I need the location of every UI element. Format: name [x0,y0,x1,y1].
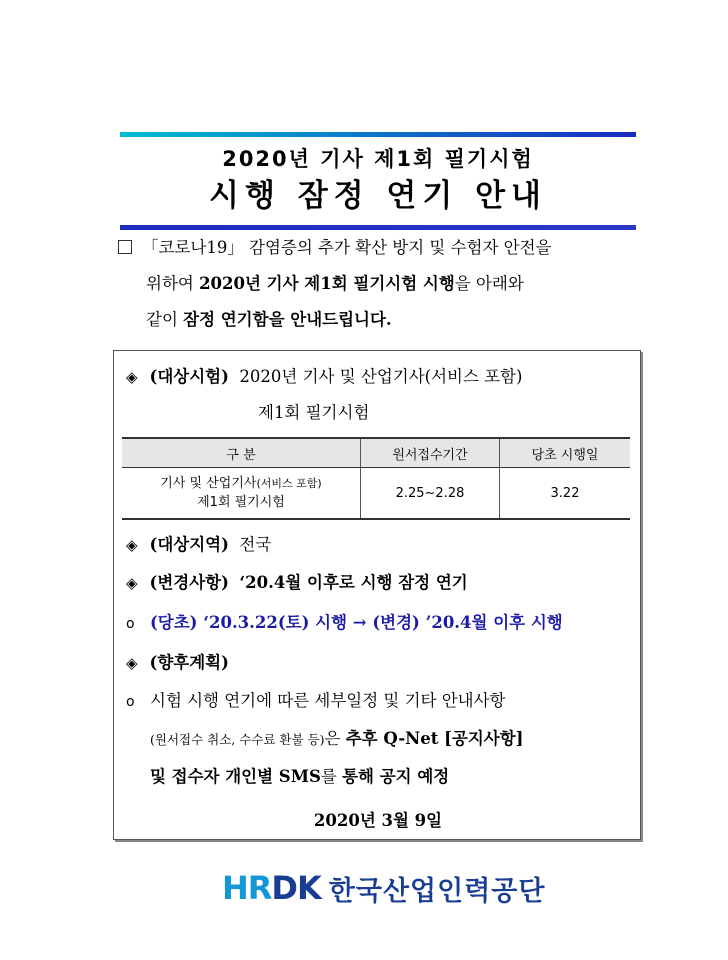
title-line1: 2020년 기사 제1회 필기시험 [222,147,534,171]
plan-emphasis: 통해 공지 예정 [342,767,450,786]
target-region-row [126,531,271,555]
hrdk-logo [222,868,545,908]
table-header-row [122,438,630,468]
plan-line-1 [126,687,506,711]
change-label: (변경사항) [149,573,229,592]
plan-line-2 [150,725,523,749]
target-exam-row [126,363,522,387]
plan-label: (향후계획) [149,653,229,672]
category-note: (서비스 포함) [256,477,322,490]
logo-letter: K [296,869,321,907]
checkbox-square-icon [118,240,132,254]
table-header-cell: 당초 시행일 [500,438,631,468]
notice-date: 2020년 3월 9일 [313,811,443,830]
table-cell-category [122,468,361,520]
intro-text: 같이 [146,310,184,329]
plan-emphasis: 및 접수자 개인별 SMS [150,767,321,786]
circle-bullet-icon: o [126,616,135,632]
intro-paragraph [118,230,638,338]
intro-line-3 [118,302,638,338]
plan-emphasis: 추후 Q-Net [공지사항] [345,729,524,748]
intro-emphasis: 2020년 기사 제1회 필기시험 시행 [199,274,455,293]
diamond-bullet-icon: ◈ [126,654,138,672]
diamond-bullet-icon: ◈ [126,536,138,554]
plan-note: (원서접수 취소, 수수료 환불 등) [150,732,325,747]
intro-text: 「코로나19」 감염증의 추가 확산 방지 및 수험자 안전을 [142,238,552,257]
hrdk-logo-mark [222,868,321,908]
intro-emphasis: 을 안내드립니다. [268,310,392,329]
table-header-cell: 원서접수기간 [361,438,500,468]
diamond-bullet-icon: ◈ [126,574,138,592]
diamond-bullet-icon: ◈ [126,368,138,386]
target-region-value: 전국 [239,535,272,554]
table-header-cell: 구 분 [122,438,361,468]
target-exam-row-2 [258,399,369,423]
logo-letter: R [247,869,272,907]
plan-line-3 [150,763,449,787]
intro-line-1 [118,230,638,266]
plan-text: 시험 시행 연기에 따른 세부일정 및 기타 안내사항 [150,691,506,710]
title-top-rule [120,132,636,137]
logo-letter: H [222,869,248,907]
plan-text: 를 [320,767,343,786]
category-sub: 제1회 필기시험 [197,495,285,510]
intro-emphasis: 잠정 연기함 [183,310,269,329]
change-row [126,569,468,593]
logo-letter: D [271,869,297,907]
target-region-label: (대상지역) [149,535,229,554]
table-row [122,468,630,520]
circle-bullet-icon: o [126,694,135,710]
details-panel [113,350,641,840]
change-value: ‘20.4월 이후로 시행 잠정 연기 [239,573,468,592]
title-block [120,132,636,230]
intro-text: 위하여 [146,274,200,293]
org-name: 한국산업인력공단 [328,875,546,907]
table-cell-period: 2.25∼2.28 [361,468,500,520]
change-detail-row [126,609,563,633]
change-detail: (당초) ‘20.3.22(토) 시행 → (변경) ’20.4월 이후 시행 [150,613,563,632]
intro-line-2 [118,266,638,302]
plan-text: 은 [324,729,346,748]
category-main: 기사 및 산업기사 [160,476,257,491]
intro-text: 을 아래와 [454,274,524,293]
target-exam-value: 2020년 기사 및 산업기사(서비스 포함) [239,367,523,386]
table-cell-date: 3.22 [500,468,631,520]
target-exam-label: (대상시험) [149,367,229,386]
schedule-table [122,437,630,520]
plan-row [126,649,229,673]
target-exam-value-2: 제1회 필기시험 [258,403,370,422]
title-line2: 시행 잠정 연기 안내 [209,178,547,214]
